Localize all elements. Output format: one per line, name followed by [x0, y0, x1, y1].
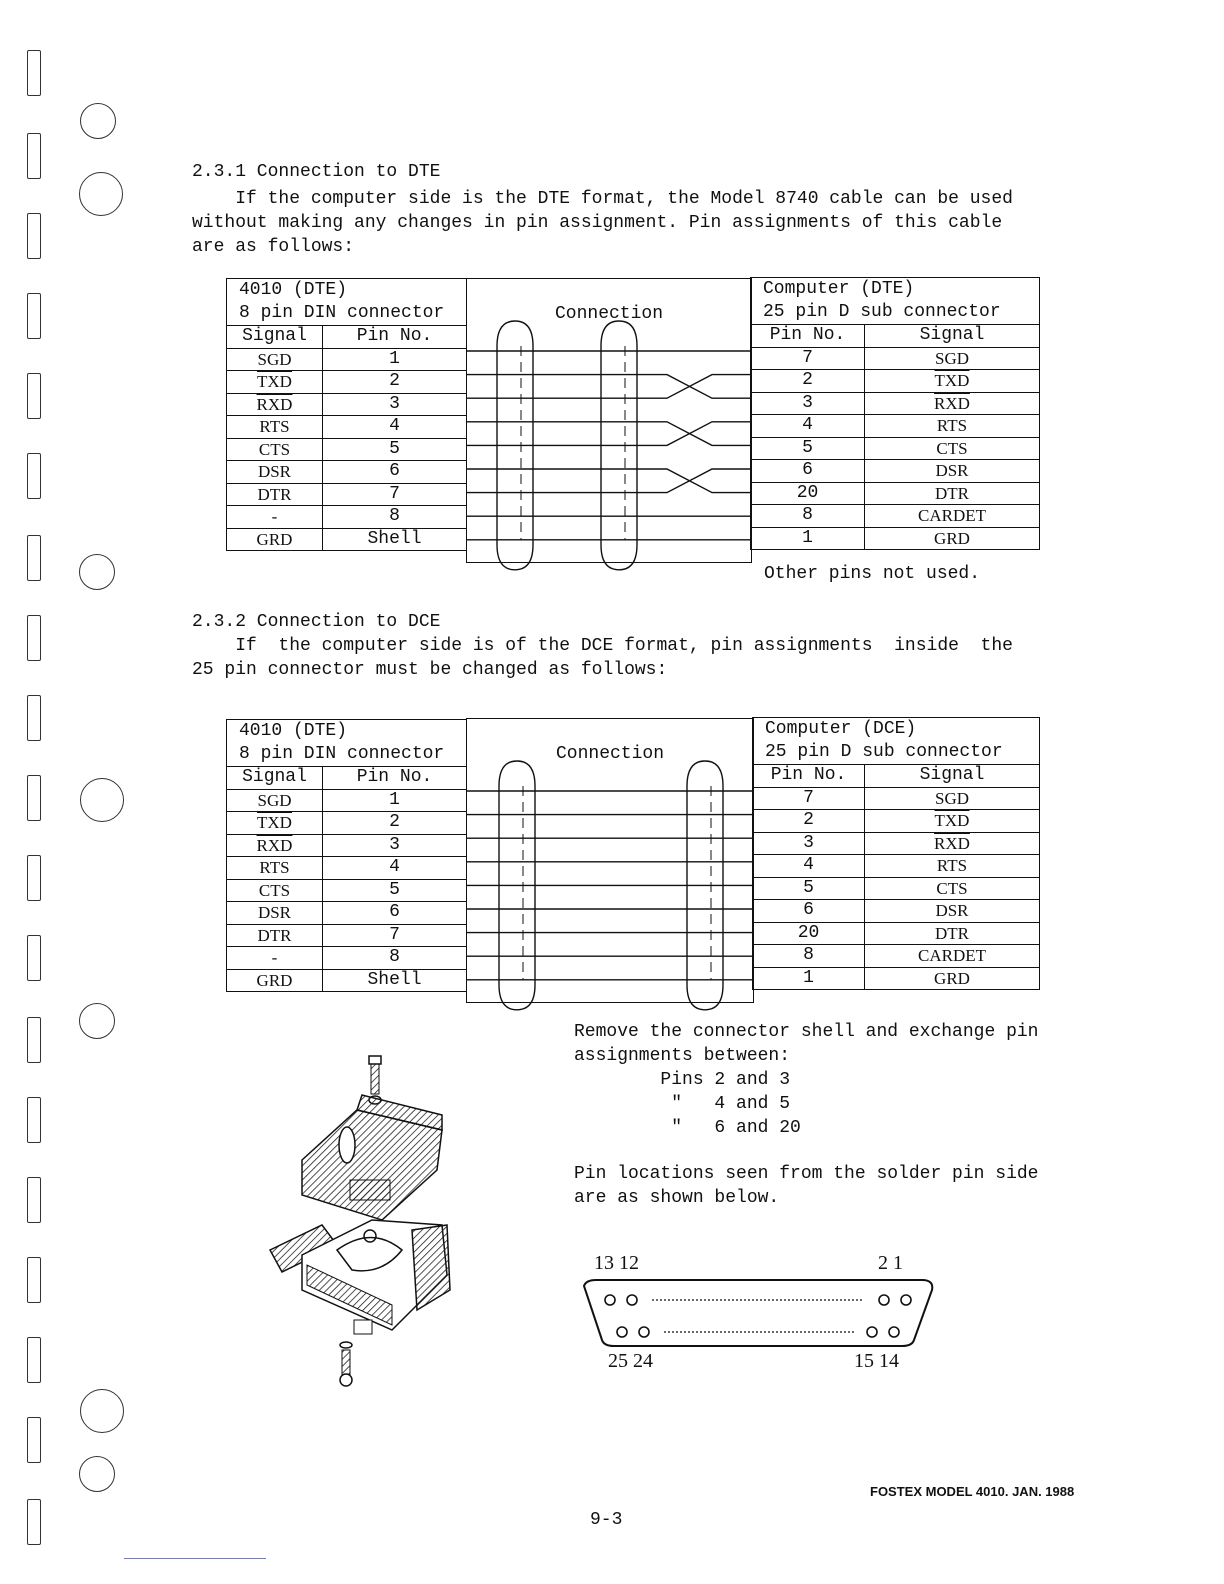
column-header-pin: Pin No. — [323, 767, 467, 790]
binder-slot — [27, 1337, 41, 1383]
table-row — [751, 527, 1040, 550]
dsub-signal-cell: SGD — [865, 347, 1040, 370]
dsub-signal-cell: CTS — [865, 437, 1040, 460]
wire — [467, 375, 751, 399]
table-subtitle: 25 pin D sub connector — [753, 741, 1040, 765]
binder-slot — [27, 453, 41, 499]
connection-label: Connection — [554, 304, 664, 324]
table-row — [753, 922, 1040, 945]
table-row — [227, 789, 467, 812]
din-pin-cell: 6 — [323, 902, 467, 925]
table-title: Computer (DTE) — [751, 278, 1040, 302]
din-pin-cell: 7 — [323, 483, 467, 506]
wire — [467, 469, 751, 493]
binder-slot — [27, 855, 41, 901]
table-row — [227, 902, 467, 925]
table-row — [227, 371, 467, 394]
table-row — [751, 392, 1040, 415]
dsub-signal-cell: CARDET — [865, 505, 1040, 528]
table-title: 4010 (DTE) — [227, 720, 467, 744]
binder-slot — [27, 50, 41, 96]
column-header-signal: Signal — [865, 765, 1040, 788]
column-header-signal: Signal — [865, 325, 1040, 348]
table-row — [751, 460, 1040, 483]
table-subtitle: 25 pin D sub connector — [751, 301, 1040, 325]
din-pin-cell: 1 — [323, 789, 467, 812]
wire — [467, 375, 751, 399]
dsub-signal-cell: $\overline{TXD}$ — [865, 370, 1040, 393]
dsub-pin-cell: 2 — [751, 370, 865, 393]
binder-slot — [27, 133, 41, 179]
dsub-signal-cell: DSR — [865, 900, 1040, 923]
din-pin-cell: 2 — [323, 371, 467, 394]
din-pin-cell: 3 — [323, 834, 467, 857]
table-row — [753, 787, 1040, 810]
din-pin-cell: 8 — [323, 506, 467, 529]
din-pin-cell: Shell — [323, 969, 467, 992]
binder-slot — [27, 373, 41, 419]
pin-location-note: Pin locations seen from the solder pin side are as shown below. — [574, 1164, 1039, 1208]
binder-slot — [27, 1257, 41, 1303]
dsub-signal-cell: RTS — [865, 415, 1040, 438]
punch-hole — [80, 1389, 124, 1433]
table-row — [753, 855, 1040, 878]
footer-model-date: FOSTEX MODEL 4010. JAN. 1988 — [870, 1484, 1075, 1499]
bottom-rule — [124, 1558, 266, 1559]
table-row — [751, 415, 1040, 438]
table-row — [751, 505, 1040, 528]
dsub-pin-cell: 1 — [753, 967, 865, 990]
table-row — [227, 879, 467, 902]
punch-hole — [79, 1456, 115, 1492]
table-row — [227, 393, 467, 416]
dsub-signal-cell: CTS — [865, 877, 1040, 900]
wire — [467, 469, 751, 493]
din-pin-cell: 8 — [323, 947, 467, 970]
dsub-signal-cell: $\overline{RXD}$ — [865, 832, 1040, 855]
din-signal-cell: $\overline{TXD}$ — [227, 812, 323, 835]
table-row — [753, 900, 1040, 923]
table-row — [227, 461, 467, 484]
dsub-signal-cell: RTS — [865, 855, 1040, 878]
binder-slot — [27, 1097, 41, 1143]
table-row — [227, 947, 467, 970]
din-signal-cell: DSR — [227, 902, 323, 925]
section-heading-dte: 2.3.1 Connection to DTE — [192, 162, 441, 182]
din-pin-cell: 6 — [323, 461, 467, 484]
table-row — [753, 832, 1040, 855]
table-title: Computer (DCE) — [753, 718, 1040, 742]
page-number: 9-3 — [590, 1510, 623, 1530]
din-pin-cell: 5 — [323, 438, 467, 461]
dsub-pin-table-dce — [752, 717, 1040, 990]
table-subtitle: 8 pin DIN connector — [227, 302, 467, 326]
dsub-pin-cell: 4 — [751, 415, 865, 438]
binder-slot — [27, 695, 41, 741]
binder-slot — [27, 775, 41, 821]
column-header-pin: Pin No. — [751, 325, 865, 348]
binder-slot — [27, 535, 41, 581]
dsub-pin-cell: 3 — [751, 392, 865, 415]
dsub-pin-cell: 2 — [753, 810, 865, 833]
wire — [467, 422, 751, 446]
section-heading-dce: 2.3.2 Connection to DCE — [192, 612, 441, 632]
dsub-label-15-14: 15 14 — [854, 1350, 899, 1372]
wiring-diagram — [467, 279, 751, 562]
din-pin-cell: Shell — [323, 528, 467, 551]
dsub-signal-cell: CARDET — [865, 945, 1040, 968]
dsub-pin-table-dte — [750, 277, 1040, 550]
dsub-pin-cell: 8 — [751, 505, 865, 528]
din-signal-cell: DTR — [227, 483, 323, 506]
punch-hole — [79, 172, 123, 216]
din-pin-cell: 4 — [323, 416, 467, 439]
din-signal-cell: SGD — [227, 348, 323, 371]
binder-slot — [27, 935, 41, 981]
dsub-signal-cell: DSR — [865, 460, 1040, 483]
table-row — [753, 877, 1040, 900]
other-pins-note: Other pins not used. — [764, 564, 981, 584]
dsub-signal-cell: GRD — [865, 967, 1040, 990]
binder-slot — [27, 615, 41, 661]
table-row — [753, 945, 1040, 968]
din-signal-cell: - — [227, 947, 323, 970]
din-pin-cell: 2 — [323, 812, 467, 835]
dsub-signal-cell: $\overline{TXD}$ — [865, 810, 1040, 833]
din-pin-table-dte — [226, 278, 467, 551]
dsub-pin-cell: 7 — [751, 347, 865, 370]
punch-hole — [80, 103, 116, 139]
din-signal-cell: SGD — [227, 789, 323, 812]
column-header-signal: Signal — [227, 767, 323, 790]
din-signal-cell: $\overline{RXD}$ — [227, 393, 323, 416]
dsub-label-25-24: 25 24 — [608, 1350, 653, 1372]
dsub-pin-cell: 4 — [753, 855, 865, 878]
punch-hole — [79, 554, 115, 590]
dsub-label-13-12: 13 12 — [594, 1252, 639, 1274]
table-row — [227, 924, 467, 947]
table-row — [227, 857, 467, 880]
connection-label: Connection — [555, 744, 665, 764]
connection-diagram-dte — [466, 278, 752, 563]
binder-slot — [27, 213, 41, 259]
binder-slot — [27, 1017, 41, 1063]
dsub-signal-cell: DTR — [865, 922, 1040, 945]
dsub-pin-cell: 7 — [753, 787, 865, 810]
din-signal-cell: $\overline{TXD}$ — [227, 371, 323, 394]
din-pin-cell: 1 — [323, 348, 467, 371]
din-signal-cell: DSR — [227, 461, 323, 484]
dsub-pin-cell: 8 — [753, 945, 865, 968]
table-row — [227, 506, 467, 529]
punch-hole — [79, 1003, 115, 1039]
dsub-pin-cell: 20 — [753, 922, 865, 945]
dsub-connector-illustration — [262, 1050, 462, 1390]
binder-slot — [27, 1499, 41, 1545]
table-row — [227, 438, 467, 461]
table-row — [227, 834, 467, 857]
din-pin-cell: 5 — [323, 879, 467, 902]
binder-slot — [27, 1417, 41, 1463]
din-signal-cell: GRD — [227, 969, 323, 992]
dsub-pin-cell: 6 — [751, 460, 865, 483]
dsub-pin-cell: 5 — [751, 437, 865, 460]
exchange-instructions: Remove the connector shell and exchange pin assignments between: Pins 2 and 3 " 4 and 5 " 6 and 20 — [574, 1022, 1039, 1138]
din-signal-cell: RTS — [227, 416, 323, 439]
binder-slot — [27, 293, 41, 339]
table-row — [751, 370, 1040, 393]
column-header-pin: Pin No. — [753, 765, 865, 788]
connection-diagram-dce — [466, 718, 754, 1003]
dsub-signal-cell: SGD — [865, 787, 1040, 810]
dsub-pin-cell: 1 — [751, 527, 865, 550]
dsub-signal-cell: GRD — [865, 527, 1040, 550]
table-subtitle: 8 pin DIN connector — [227, 743, 467, 767]
dsub-pin-cell: 20 — [751, 482, 865, 505]
wire — [467, 422, 751, 446]
table-title: 4010 (DTE) — [227, 279, 467, 303]
dsub-signal-cell: $\overline{RXD}$ — [865, 392, 1040, 415]
din-signal-cell: RTS — [227, 857, 323, 880]
table-row — [227, 416, 467, 439]
table-row — [227, 483, 467, 506]
dsub-pin-layout — [574, 1276, 944, 1356]
din-signal-cell: GRD — [227, 528, 323, 551]
column-header-signal: Signal — [227, 326, 323, 349]
table-row — [751, 437, 1040, 460]
column-header-pin: Pin No. — [323, 326, 467, 349]
table-row — [751, 482, 1040, 505]
section-body-dce: If the computer side is of the DCE format, pin assignments inside the 25 pin connector must be changed as follows: — [192, 636, 1013, 680]
dsub-pin-cell: 6 — [753, 900, 865, 923]
dsub-pin-cell: 3 — [753, 832, 865, 855]
din-signal-cell: - — [227, 506, 323, 529]
table-row — [227, 812, 467, 835]
dsub-label-2-1: 2 1 — [878, 1252, 903, 1274]
din-pin-cell: 4 — [323, 857, 467, 880]
din-pin-cell: 7 — [323, 924, 467, 947]
din-signal-cell: CTS — [227, 879, 323, 902]
binder-slot — [27, 1177, 41, 1223]
table-row — [753, 810, 1040, 833]
din-signal-cell: CTS — [227, 438, 323, 461]
punch-hole — [80, 778, 124, 822]
table-row — [227, 969, 467, 992]
din-pin-table-dce — [226, 719, 467, 992]
section-body-dte: If the computer side is the DTE format, the Model 8740 cable can be used without making any changes in pin assignment. Pin assignments of this cable are as follows: — [192, 189, 1013, 257]
table-row — [227, 348, 467, 371]
dsub-signal-cell: DTR — [865, 482, 1040, 505]
table-row — [751, 347, 1040, 370]
din-signal-cell: DTR — [227, 924, 323, 947]
din-pin-cell: 3 — [323, 393, 467, 416]
table-row — [227, 528, 467, 551]
din-signal-cell: $\overline{RXD}$ — [227, 834, 323, 857]
table-row — [753, 967, 1040, 990]
wiring-diagram — [467, 719, 753, 1002]
dsub-pin-cell: 5 — [753, 877, 865, 900]
